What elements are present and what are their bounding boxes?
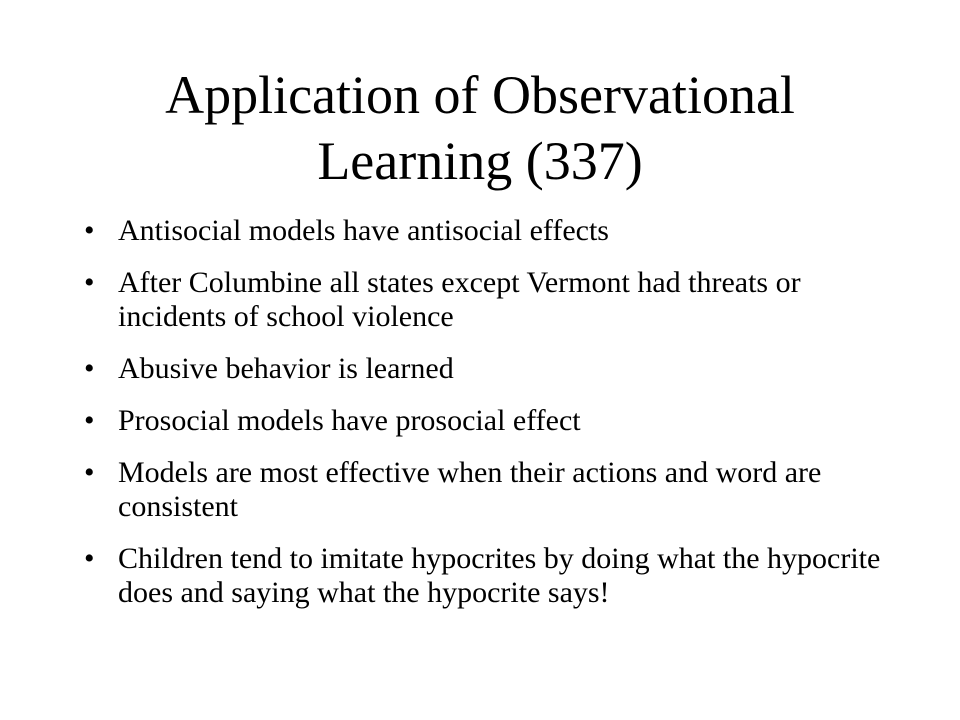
- bullet-icon: •: [84, 266, 95, 299]
- bullet-list: [84, 214, 884, 628]
- bullet-text: Models are most effective when their actions and word are consistent: [118, 456, 822, 523]
- bullet-text: Abusive behavior is learned: [118, 352, 454, 385]
- slide-title-line-2: Learning (337): [317, 131, 643, 191]
- bullet-text: Prosocial models have prosocial effect: [118, 404, 581, 437]
- bullet-item: [84, 352, 884, 386]
- slide-title-line-1: Application of Observational: [165, 65, 795, 125]
- bullet-item: [84, 404, 884, 438]
- bullet-item: [84, 542, 884, 610]
- bullet-icon: •: [84, 542, 95, 575]
- bullet-text: Antisocial models have antisocial effects: [118, 214, 609, 247]
- bullet-icon: •: [84, 352, 95, 385]
- slide-title: [0, 62, 960, 194]
- bullet-text: Children tend to imitate hypocrites by doing what the hypocrite does and saying what the hypocrite says!: [118, 542, 881, 609]
- bullet-item: [84, 266, 884, 334]
- bullet-icon: •: [84, 404, 95, 437]
- bullet-icon: •: [84, 456, 95, 489]
- bullet-icon: •: [84, 214, 95, 247]
- bullet-item: [84, 214, 884, 248]
- bullet-item: [84, 456, 884, 524]
- bullet-text: After Columbine all states except Vermont had threats or incidents of school violence: [118, 266, 801, 333]
